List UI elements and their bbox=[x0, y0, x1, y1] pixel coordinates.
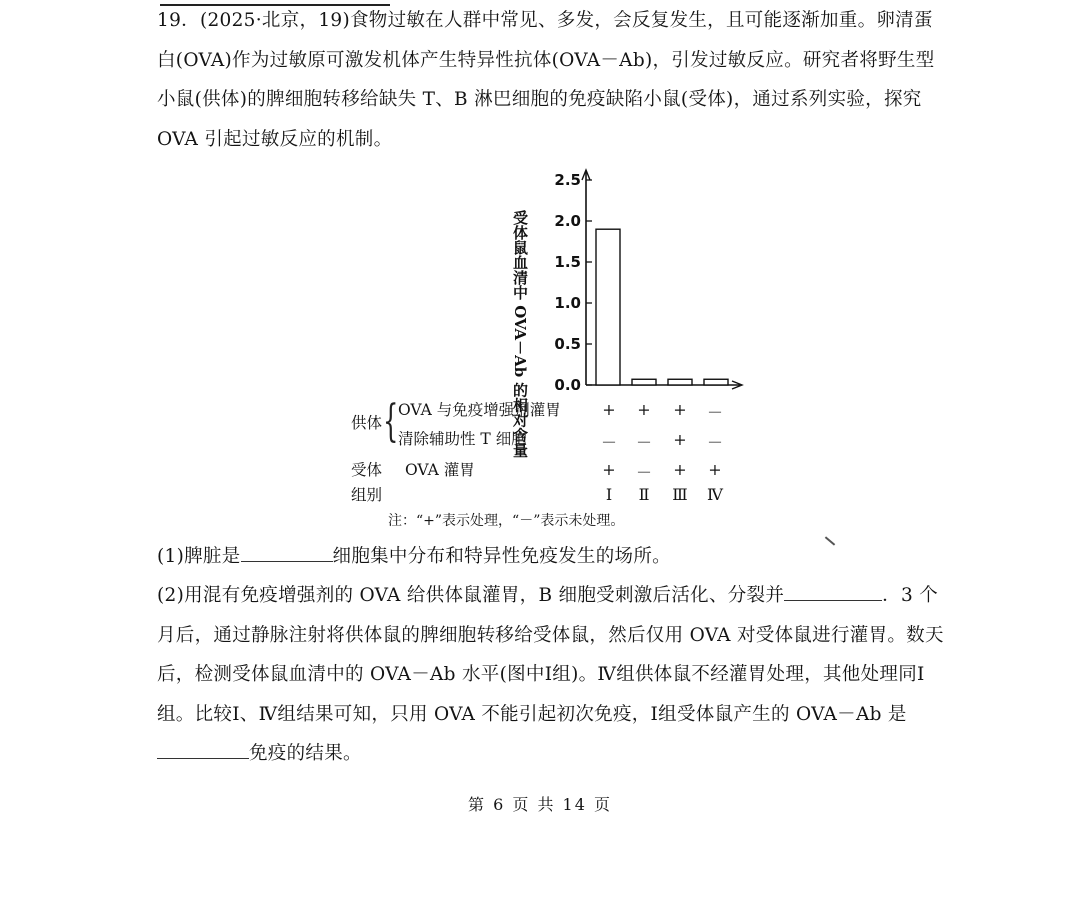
y-tick-label: 0.5 bbox=[554, 335, 581, 353]
row2-cell: － bbox=[600, 433, 617, 452]
row1-label: OVA 与免疫增强剂灌胃 bbox=[398, 401, 561, 419]
row1-cell: + bbox=[602, 400, 616, 419]
q2-middle: ．3 个月后，通过静脉注射将供体鼠的脾细胞转移给受体鼠，然后仅用 OVA 对受体鼠进行灌胃。数天后，检测受体鼠血清中的 OVA－Ab 水平(图中Ⅰ组)。Ⅳ组供体鼠不经灌胃处理，其他处理同Ⅰ组。比较Ⅰ、Ⅳ组结果可知，只用 OVA 不能引起初次免疫，Ⅰ组受体鼠产生的 OVA－Ab 是 bbox=[157, 585, 944, 725]
group-cell: Ⅲ bbox=[672, 485, 688, 504]
answer-blank-3[interactable] bbox=[157, 740, 249, 759]
chart-bars bbox=[596, 229, 728, 385]
row2-cell: + bbox=[673, 430, 687, 449]
y-tick-label: 2.0 bbox=[554, 212, 581, 230]
q1-suffix: 细胞集中分布和特异性免疫发生的场所。 bbox=[332, 546, 671, 567]
row3-cell: － bbox=[635, 463, 652, 482]
donor-brace: { bbox=[383, 396, 399, 447]
group-cell: Ⅱ bbox=[638, 485, 650, 504]
row2-cell: － bbox=[635, 433, 652, 452]
row3-cell: + bbox=[602, 460, 616, 479]
q2-prefix: (2)用混有免疫增强剂的 OVA 给供体鼠灌胃，B 细胞受刺激后活化、分裂并 bbox=[157, 585, 785, 606]
group-cell: Ⅳ bbox=[707, 485, 723, 504]
bar-group-4 bbox=[704, 379, 728, 385]
q1-prefix: (1)脾脏是 bbox=[157, 546, 241, 567]
chart-y-label: 受体鼠血清中 OVA－Ab 的相对含量 bbox=[511, 210, 529, 458]
q2-suffix: 免疫的结果。 bbox=[249, 743, 362, 764]
y-tick-label: 2.5 bbox=[554, 171, 581, 189]
donor-label: 供体 bbox=[351, 414, 383, 432]
recipient-label: 受体 bbox=[351, 461, 383, 479]
bar-group-3 bbox=[668, 379, 692, 385]
question-part-1 bbox=[157, 537, 947, 577]
y-tick-label: 0.0 bbox=[554, 376, 581, 394]
row3-cell: + bbox=[673, 460, 687, 479]
row1-cell: + bbox=[673, 400, 687, 419]
group-cell: Ⅰ bbox=[605, 485, 613, 504]
answer-blank-2[interactable] bbox=[784, 582, 882, 601]
row3-label: OVA 灌胃 bbox=[405, 461, 475, 479]
page-footer: 第 6 页 共 14 页 bbox=[468, 795, 612, 814]
bar-group-2 bbox=[632, 379, 656, 385]
row2-label: 清除辅助性 T 细胞 bbox=[398, 430, 527, 448]
row2-cell: － bbox=[706, 433, 723, 452]
row1-cell: － bbox=[706, 403, 723, 422]
y-tick-label: 1.5 bbox=[554, 253, 581, 271]
question-intro: 19．(2025·北京，19)食物过敏在人群中常见、多发，会反复发生，且可能逐渐加重。卵清蛋白(OVA)作为过敏原可激发机体产生特异性抗体(OVA－Ab)，引发过敏反应。研究者将野生型小鼠(供体)的脾细胞转移给缺失 T、B 淋巴细胞的免疫缺陷小鼠(受体)，通过系列实验，探究 OVA 引起过敏反应的机制。 bbox=[157, 10, 935, 150]
bar-group-1 bbox=[596, 229, 620, 385]
group-label: 组别 bbox=[351, 486, 383, 504]
table-note: 注：“+”表示处理，“－”表示未处理。 bbox=[388, 513, 625, 529]
row1-cell: + bbox=[637, 400, 651, 419]
row3-cell: + bbox=[708, 460, 722, 479]
y-tick-label: 1.0 bbox=[554, 294, 581, 312]
question-part-2 bbox=[157, 576, 947, 774]
answer-blank-1[interactable] bbox=[241, 543, 333, 562]
